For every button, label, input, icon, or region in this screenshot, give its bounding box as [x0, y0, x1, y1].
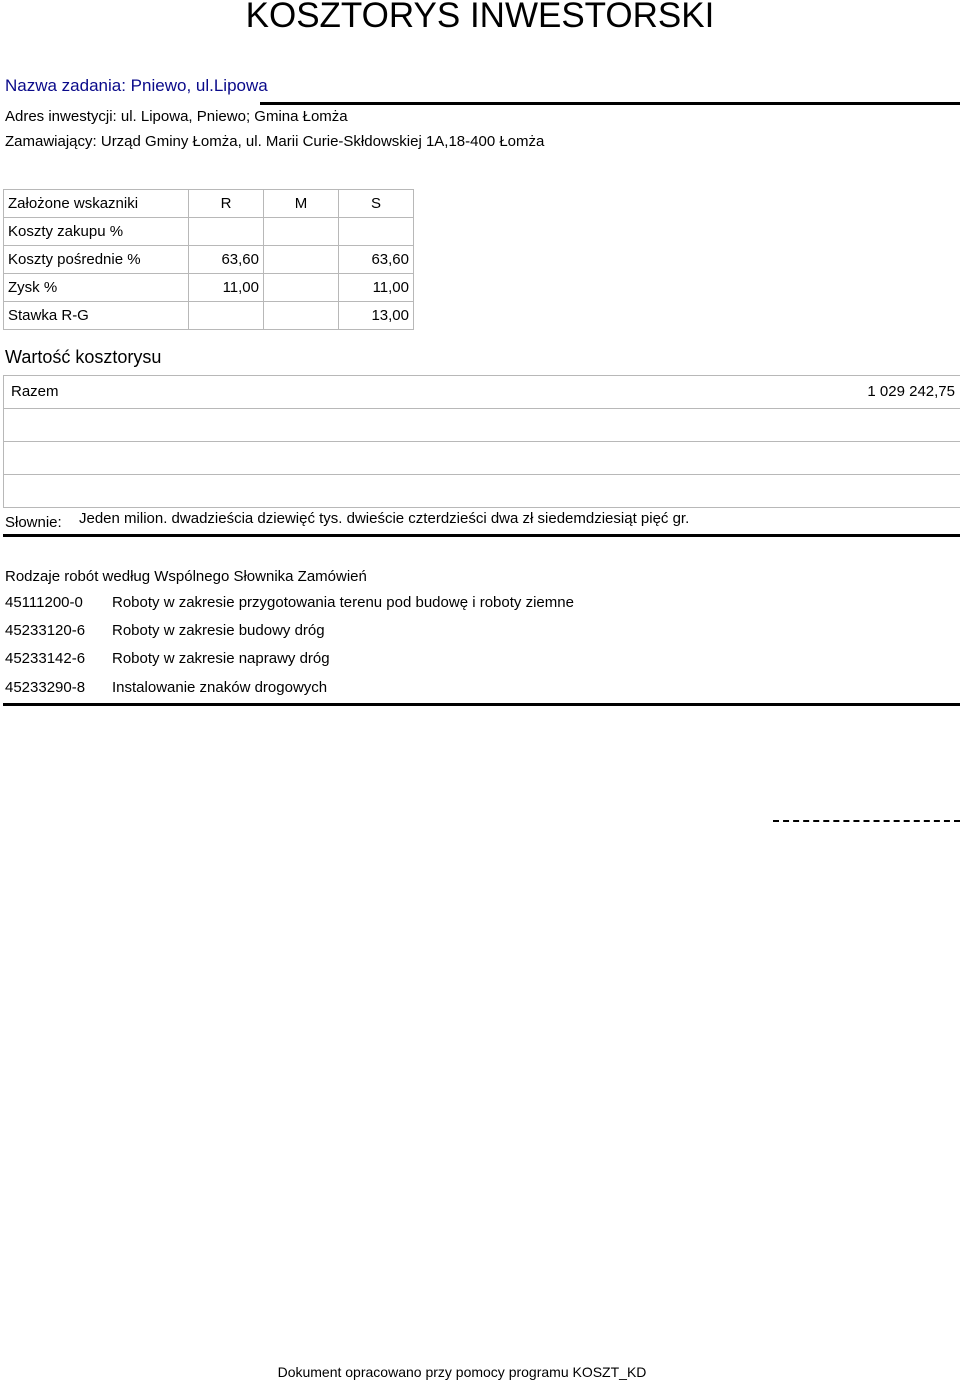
cpv-code: 45233142-6: [5, 650, 86, 667]
total-value: 1 029 242,75: [867, 383, 955, 400]
cpv-description: Roboty w zakresie naprawy dróg: [112, 650, 330, 667]
amount-in-words: Jeden milion. dwadzieścia dziewięć tys. dwieście czterdzieści dwa zł siedemdziesiąt pięć gr.: [79, 510, 690, 527]
amount-in-words-label: Słownie:: [5, 514, 62, 531]
table-row: [4, 409, 960, 442]
table-row: [4, 475, 960, 508]
total-label: Razem: [11, 383, 59, 400]
table-row: [4, 442, 960, 475]
indicator-label: Koszty zakupu %: [4, 218, 189, 246]
estimate-value-table: [3, 375, 960, 508]
indicator-r: 11,00: [189, 274, 264, 302]
cpv-code: 45233120-6: [5, 622, 86, 639]
indicator-r: [189, 302, 264, 330]
table-row: [4, 376, 960, 409]
cpv-description: Instalowanie znaków drogowych: [112, 679, 328, 696]
indicator-s: [339, 218, 414, 246]
indicator-s: 13,00: [339, 302, 414, 330]
indicator-label: Koszty pośrednie %: [4, 246, 189, 274]
indicators-header-r: R: [189, 190, 264, 218]
indicator-m: [264, 274, 339, 302]
indicator-r: 63,60: [189, 246, 264, 274]
task-name: Nazwa zadania: Pniewo, ul.Lipowa: [5, 76, 268, 95]
section-rule: [3, 534, 960, 537]
cpv-title: Rodzaje robót według Wspólnego Słownika Zamówień: [5, 568, 367, 585]
client-info: Zamawiający: Urząd Gminy Łomża, ul. Marii Curie-Skłdowskiej 1A,18-400 Łomża: [5, 133, 545, 150]
indicator-s: 11,00: [339, 274, 414, 302]
indicators-header-row: [4, 190, 414, 218]
estimate-value-title: Wartość kosztorysu: [5, 347, 162, 367]
header-rule: [260, 102, 960, 105]
indicator-label: Stawka R-G: [4, 302, 189, 330]
table-row: [4, 246, 414, 274]
cpv-description: Roboty w zakresie budowy dróg: [112, 622, 325, 639]
indicator-m: [264, 218, 339, 246]
indicator-m: [264, 302, 339, 330]
section-rule: [3, 703, 960, 706]
table-row: [4, 274, 414, 302]
table-row: [4, 218, 414, 246]
indicators-header-label: Założone wskazniki: [4, 190, 189, 218]
indicators-table: [3, 189, 414, 330]
indicators-header-s: S: [339, 190, 414, 218]
cpv-description: Roboty w zakresie przygotowania terenu pod budowę i roboty ziemne: [112, 594, 574, 611]
signature-line: [773, 820, 960, 822]
indicator-m: [264, 246, 339, 274]
indicators-header-m: M: [264, 190, 339, 218]
investment-address: Adres inwestycji: ul. Lipowa, Pniewo; Gmina Łomża: [5, 108, 348, 125]
indicator-r: [189, 218, 264, 246]
document-title: KOSZTORYS INWESTORSKI: [245, 0, 715, 35]
indicator-s: 63,60: [339, 246, 414, 274]
footer-note: Dokument opracowano przy pomocy programu KOSZT_KD: [277, 1364, 647, 1380]
table-row: [4, 302, 414, 330]
cpv-code: 45111200-0: [5, 594, 83, 611]
indicator-label: Zysk %: [4, 274, 189, 302]
cpv-code: 45233290-8: [5, 679, 86, 696]
